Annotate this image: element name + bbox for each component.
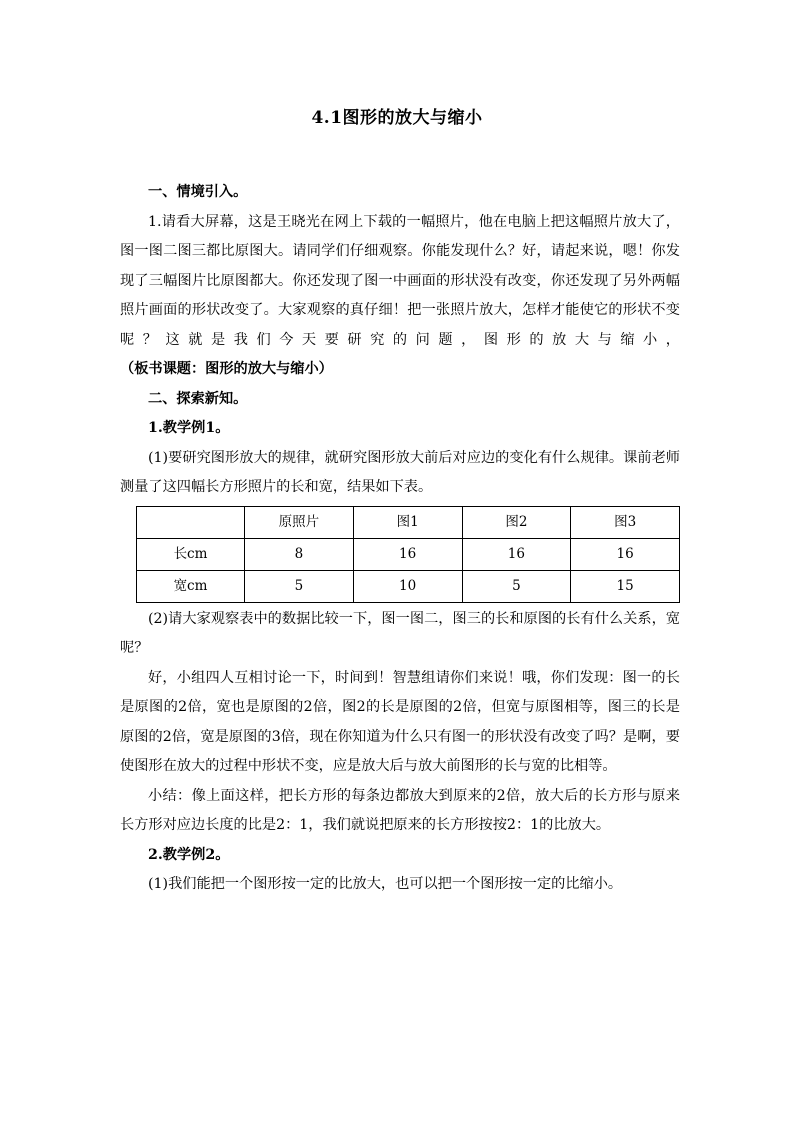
paragraph-intro (120, 208, 680, 385)
paragraph-intro-text: 1.请看大屏幕，这是王晓光在网上下载的一幅照片，他在电脑上把这幅照片放大了，图一图二图三都比原图大。请同学们仔细观察。你能发现什么？好，请起来说，嗯！你发现了三幅图片比原图都大。你还发现了图一中画面的形状没有改变，你还发现了另外两幅照片画面的形状改变了。大家观察的真仔细！把一张照片放大，怎样才能使它的形状不变呢？这就是我们今天要研究的问题，图形的放大与缩小， (120, 213, 680, 348)
table-header-row (137, 506, 680, 538)
table-row-label: 长cm (137, 538, 245, 570)
paragraph-example-1-part-1: (1)要研究图形放大的规律，就研究图形放大前后对应边的变化有什么规律。课前老师测量了这四幅长方形照片的长和宽，结果如下表。 (120, 449, 680, 495)
measurement-table (136, 506, 680, 603)
table-row-label: 宽cm (137, 570, 245, 602)
paragraph-example-1-part-2: (2)请大家观察表中的数据比较一下，图一图二，图三的长和原图的长有什么关系，宽呢？ (120, 610, 680, 656)
table-cell: 5 (245, 570, 354, 602)
example-2-heading: 2.教学例2。 (148, 846, 230, 863)
table-row (137, 570, 680, 602)
table-cell: 15 (571, 570, 680, 602)
table-cell: 10 (353, 570, 462, 602)
paragraph-discussion: 好，小组四人互相讨论一下，时间到！智慧组请你们来说！哦，你们发现：图一的长是原图的2倍，宽也是原图的2倍，图2的长是原图的2倍，但宽与原图相等，图三的长是原图的2倍，宽是原图的3倍，现在你知道为什么只有图一的形状没有改变了吗？是啊，要使图形在放大的过程中形状不变，应是放大后与放大前图形的长与宽的比相等。 (120, 669, 680, 774)
table-cell: 5 (462, 570, 571, 602)
table-header-cell: 图2 (462, 506, 571, 538)
table-row (137, 538, 680, 570)
table-header-cell: 图3 (571, 506, 680, 538)
page-title: 4.1图形的放大与缩小 (311, 108, 483, 128)
table-header-cell (137, 506, 245, 538)
table-header-cell: 图1 (353, 506, 462, 538)
table-cell: 16 (462, 538, 571, 570)
paragraph-example-2-part-1: (1)我们能把一个图形按一定的比放大，也可以把一个图形按一定的比缩小。 (148, 876, 623, 892)
section-heading-explore: 二、探索新知。 (148, 390, 248, 407)
table-cell: 16 (353, 538, 462, 570)
document-body (120, 178, 680, 900)
paragraph-summary: 小结：像上面这样，把长方形的每条边都放大到原来的2倍，放大后的长方形与原来长方形对应边长度的比是2：1，我们就说把原来的长方形按按2：1的比放大。 (120, 787, 680, 833)
table-cell: 16 (571, 538, 680, 570)
blackboard-title-note: （板书课题：图形的放大与缩小） (120, 361, 333, 377)
section-heading-intro: 一、情境引入。 (148, 184, 248, 200)
table-header-cell: 原照片 (245, 506, 354, 538)
table-cell: 8 (245, 538, 354, 570)
example-1-heading: 1.教学例1。 (148, 420, 230, 436)
